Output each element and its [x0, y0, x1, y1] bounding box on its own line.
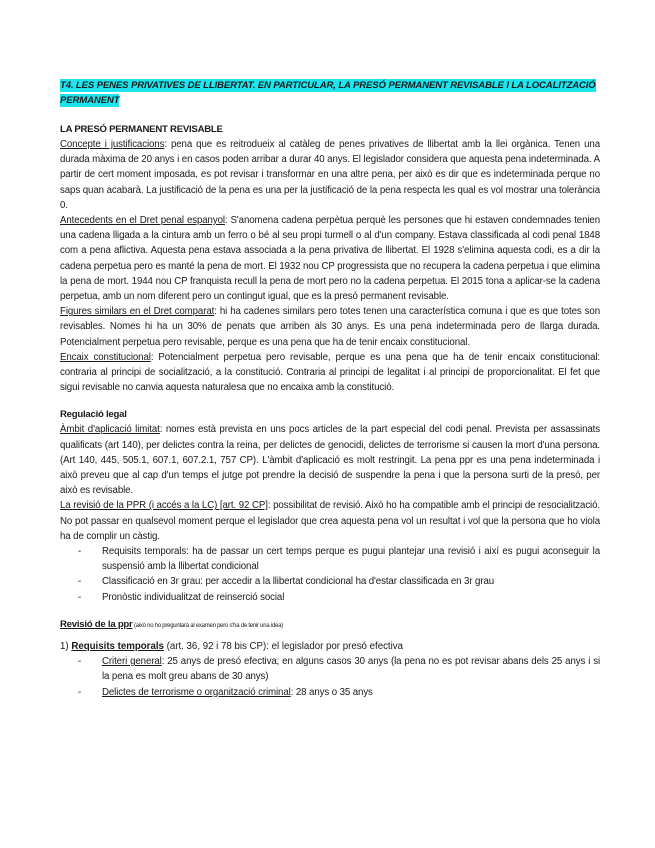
paragraph-text: : possibilitat de revisió. Això ho ha compatible amb el principi de resocialització. No pot passar en qualsevol moment perque el legislador que crea aquesta pena vol un resultat i vol que la persona que ho viola ha de complir un càstig. — [60, 500, 600, 542]
dash-marker: - — [78, 686, 82, 698]
list-item-text: : 28 anys o 35 anys — [290, 686, 373, 698]
dash-marker: - — [78, 546, 82, 558]
paragraph-text: : nomes està prevista en uns pocs articles de la part especial del codi penal. Prevista per assassinats qualificats (art 140), per delictes contra la reina, per delictes de genocidi, delictes de terrorisme si causen la mort d'una persona. (Art 140, 445, 505.1, 607.1, 607.2.1, 757 CP). L'àmbit d'aplicació es molt restringit. La pena ppr es una pena indeterminada i això preveu que al cap d'un temps el jutge pot prendre la decisió de suspendre la pena i que la persona surti de la presó, per això es revisable. — [60, 424, 600, 497]
list-item-text: : 25 anys de presó efectiva; en alguns casos 30 anys (la pena no es pot revisar abans dels 25 anys i si la pena es molt greu abans de 30 anys) — [102, 656, 600, 683]
paragraph-revisio — [60, 498, 600, 544]
document-title-text: T4. LES PENES PRIVATIVES DE LLIBERTAT. EN PARTICULAR, LA PRESÓ PERMANENT REVISABLE I LA LOCALITZACIÓ PERMANENT — [60, 80, 596, 106]
list-item — [78, 574, 600, 589]
section-heading-note: (això no ho preguntarà al examen pero s'ha de tenir una idea) — [132, 622, 283, 629]
section-heading-revisio-ppr — [60, 617, 600, 634]
paragraph-encaix — [60, 350, 600, 396]
temporal-requirements-list — [60, 654, 600, 700]
list-item-text: Requisits temporals: ha de passar un cert temps perque es pugui plantejar una revisió i així es pugui aconseguir la suspensió amb la llibertat condicional — [102, 546, 600, 573]
paragraph-text: : pena que es reitrodueix al catàleg de penes privatives de llibertat amb la llei orgànica. Tenen una durada màxima de 20 anys i en casos poden arribar a durar 40 anys. El legislador considera que aquesta pena indeterminada. A partir de cert moment imposada, es pot revisar i transformar en una altre pena, per això es dir que es indeterminada perque no saps quan acabarà. La justificació de la pena es una per la justificació de la pena respecta les qual es vol mostrar una tolerància 0. — [60, 139, 600, 211]
list-item-text: Pronòstic individualitzat de reinserció social — [102, 591, 285, 603]
paragraph-label: Figures similars en el Dret comparat — [60, 306, 215, 318]
paragraph-ambit — [60, 422, 600, 498]
paragraph-label: Antecedents en el Dret penal espanyol — [60, 215, 225, 227]
list-item — [78, 685, 600, 700]
list-item — [78, 590, 600, 605]
list-item — [78, 544, 600, 574]
paragraph-label: La revisió de la PPR (i accés a la LC) [art. 92 CP] — [60, 500, 268, 512]
dash-marker: - — [78, 656, 82, 668]
paragraph-concepte — [60, 137, 600, 213]
paragraph-text: : hi ha cadenes similars pero totes tenen una característica comuna i que es que totes son revisables. Nomes hi ha un 30% de penats que arriben als 30 anys. Es una pena indeterminada pero de llarga durada. Potencialment perpetua pero revisable, perque es una pena que ha de tenir encaix constitucional. — [60, 306, 600, 348]
numbered-item-requisits — [60, 639, 600, 654]
item-label: Requisits temporals — [71, 640, 164, 652]
paragraph-text: : Potencialment perpetua pero revisable, perque es una pena que ha de tenir encaix constitucional: contraria al principi de socialització, a la constitució. Contraria al principi de legalitat i al principi de proporcionalitat. El fet que sigui revisable no canvia aquesta naturalesa que no encaixa amb la constitució. — [60, 351, 600, 394]
list-item — [78, 654, 600, 684]
section-heading-regulacio: Regulació legal — [60, 409, 127, 421]
paragraph-label: Concepte i justificacions — [60, 139, 165, 150]
paragraph-antecedents — [60, 213, 600, 304]
paragraph-figures-similars — [60, 304, 600, 350]
paragraph-text: : S'anomena cadena perpètua perquè les persones que hi estaven condemnades tenien una cadena lligada a la cintura amb un ferro o bé al seu propi turmell o al d'un company. Estava classificada al codi penal 1848 com a pena aflictiva. Aquesta pena estava associada a la pena privativa de llibertat. El 1928 s'elimina aquesta codi, es a dir la cadena perpetua pero es manté la pena de mort. El 1932 nou CP progressista que no recupera la cadena perpetua i que elimina la pena de mort. 1944 nou CP franquista recull la pena de mort pero no la cadena perpetua. El 2015 tona a aplicar-se la cadena perpetua, amb un nom diferent pero un contingut igual, que es la presó permanent revisable. — [60, 215, 600, 303]
document-title — [60, 78, 600, 108]
section-heading-ppr: LA PRESÓ PERMANENT REVISABLE — [60, 124, 223, 135]
dash-marker: - — [78, 591, 82, 603]
item-text: (art. 36, 92 i 78 bis CP): el legislador por presó efectiva — [163, 640, 404, 652]
document-page — [60, 78, 600, 700]
section-heading-text: Revisió de la ppr — [60, 618, 133, 630]
list-item-label: Criteri general — [102, 656, 162, 668]
item-number: 1) — [60, 640, 69, 652]
dash-marker: - — [78, 576, 82, 588]
list-item-text: Classificació en 3r grau: per accedir a la llibertat condicional ha d'estar classificada en 3r grau — [102, 576, 495, 588]
list-item-label: Delictes de terrorisme o organització criminal — [102, 686, 291, 698]
paragraph-label: Àmbit d'aplicació limitat — [60, 424, 160, 436]
requirements-list — [60, 544, 600, 605]
paragraph-label: Encaix constitucional — [60, 351, 151, 363]
